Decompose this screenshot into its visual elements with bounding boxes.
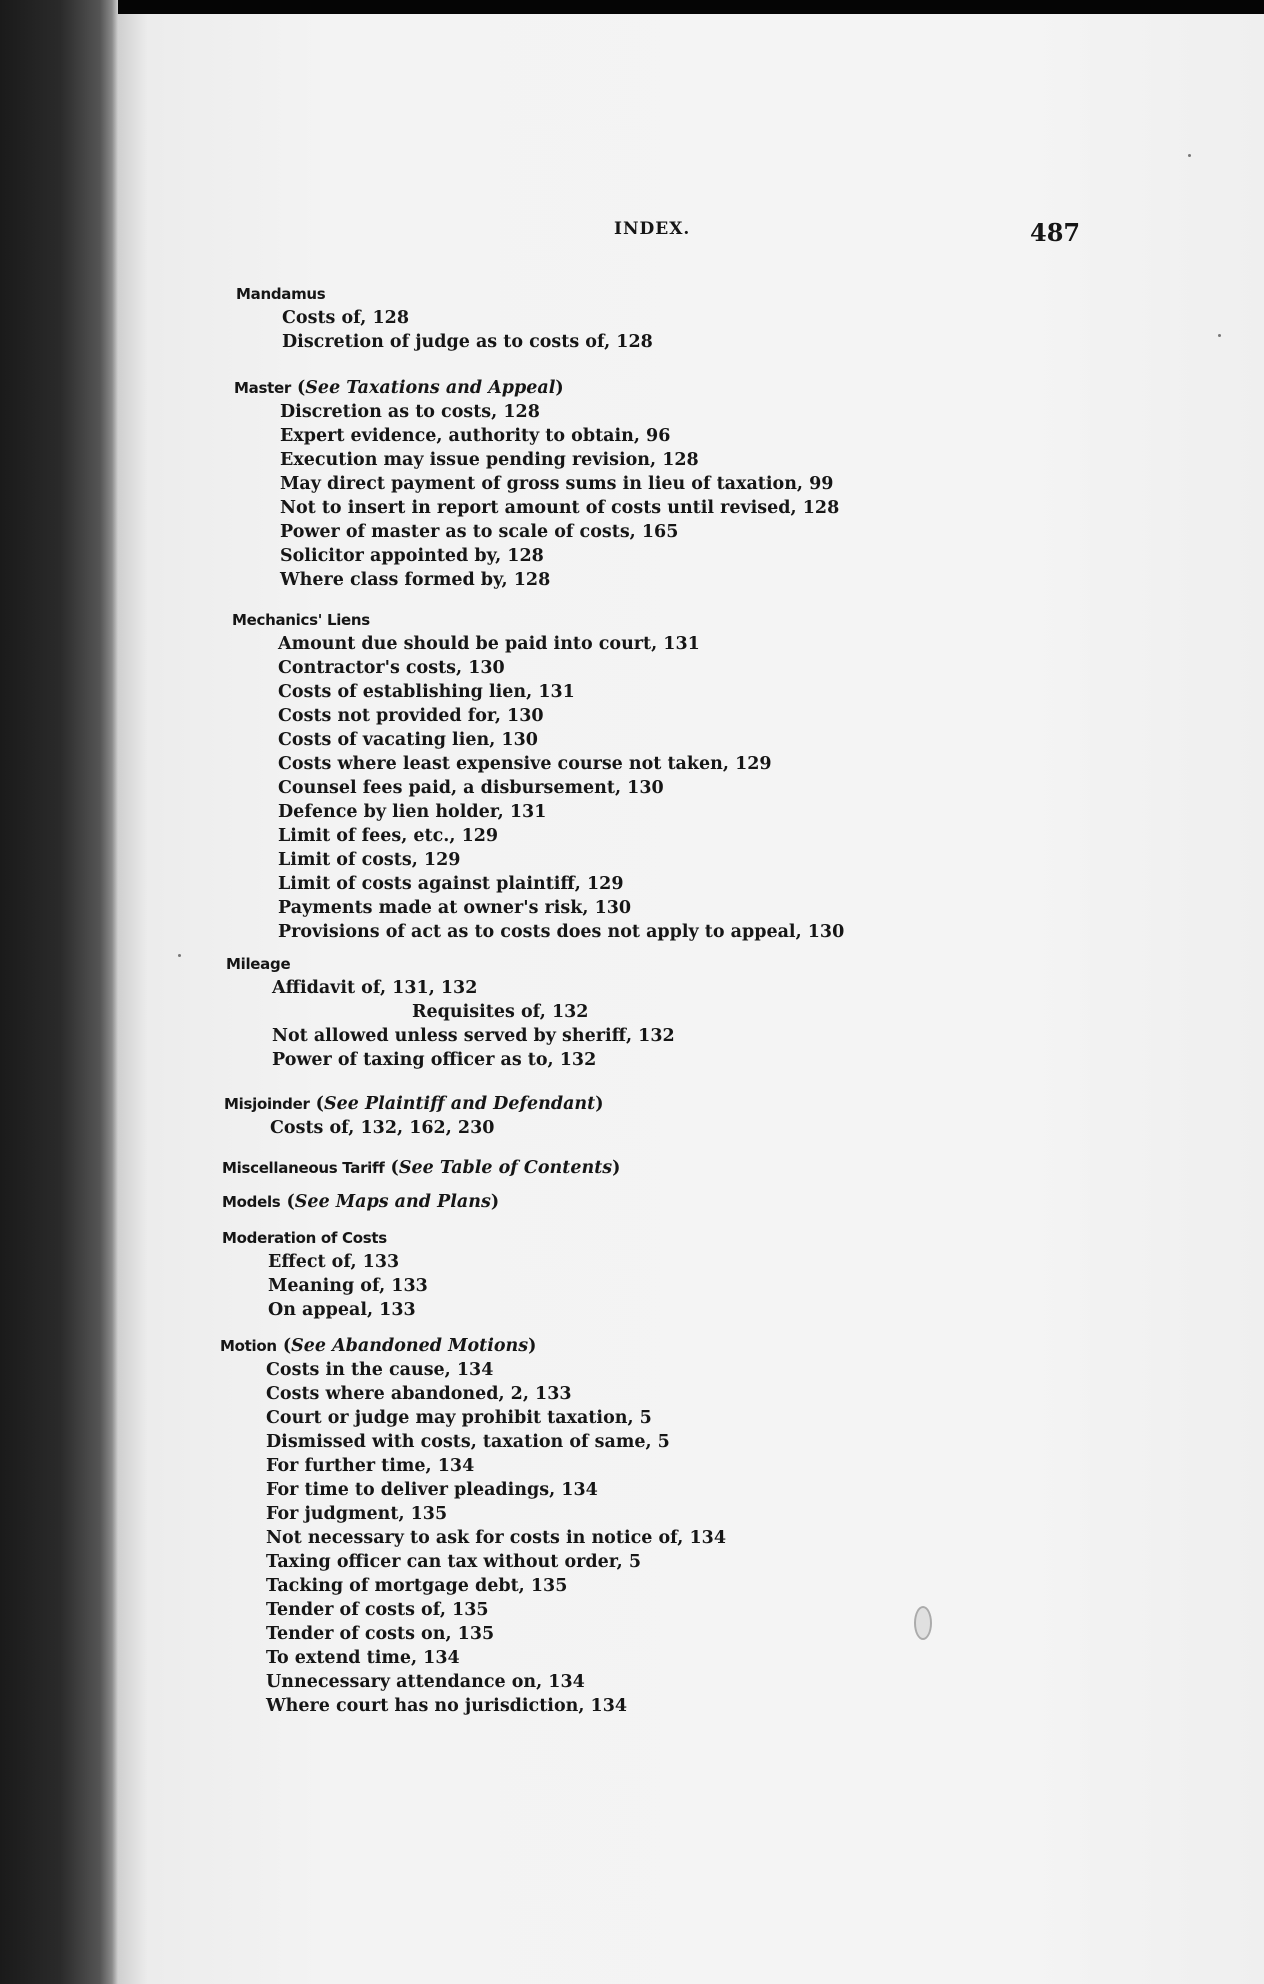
entry-sub: Costs in the cause, 134 xyxy=(266,1360,494,1380)
entry-sub: Costs where abandoned, 2, 133 xyxy=(266,1384,572,1404)
entry-sub: For judgment, 135 xyxy=(266,1504,448,1524)
entry-see-also: See Taxations and Appeal xyxy=(305,378,556,398)
index-entry: Misjoinder (See Plaintiff and Defendant) Costs of, 132, 162, 230 xyxy=(224,1094,604,1138)
entry-see-also: See Abandoned Motions xyxy=(291,1336,529,1356)
index-entry xyxy=(232,608,844,944)
book-page xyxy=(118,14,1264,1984)
paper-speck xyxy=(1218,334,1221,337)
entry-sub: Meaning of, 133 xyxy=(268,1276,428,1296)
entry-sub: Power of taxing officer as to, 132 xyxy=(272,1050,597,1070)
entry-sub: Discretion of judge as to costs of, 128 xyxy=(282,332,653,352)
entry-sub: Costs not provided for, 130 xyxy=(278,706,544,726)
entry-sub: Requisites of, 132 xyxy=(412,1002,589,1022)
entry-sub: Tender of costs of, 135 xyxy=(266,1600,489,1620)
entry-heading: Motion xyxy=(220,1337,277,1355)
entry-sub: Tacking of mortgage debt, 135 xyxy=(266,1576,568,1596)
running-head: INDEX. xyxy=(614,219,691,239)
index-entry: Miscellaneous Tariff (See Table of Contents) xyxy=(222,1158,621,1178)
entry-heading: Miscellaneous Tariff xyxy=(222,1159,385,1177)
entry-sub: Costs of, 132, 162, 230 xyxy=(270,1118,495,1138)
entry-sub: Defence by lien holder, 131 xyxy=(278,802,547,822)
index-entry xyxy=(236,282,653,354)
entry-sub: Amount due should be paid into court, 131 xyxy=(278,634,700,654)
entry-sub: Costs where least expensive course not taken, 129 xyxy=(278,754,772,774)
entry-sub: For further time, 134 xyxy=(266,1456,475,1476)
entry-sub: Provisions of act as to costs does not apply to appeal, 130 xyxy=(278,922,845,942)
entry-sub: Payments made at owner's risk, 130 xyxy=(278,898,632,918)
book-gutter-shadow xyxy=(0,0,118,1984)
entry-sub: Discretion as to costs, 128 xyxy=(280,402,540,422)
entry-sub: Limit of fees, etc., 129 xyxy=(278,826,499,846)
entry-sub: To extend time, 134 xyxy=(266,1648,460,1668)
entry-sub: On appeal, 133 xyxy=(268,1300,416,1320)
entry-sub: Counsel fees paid, a disbursement, 130 xyxy=(278,778,664,798)
entry-sub: Contractor's costs, 130 xyxy=(278,658,505,678)
entry-sub: Unnecessary attendance on, 134 xyxy=(266,1672,585,1692)
paper-speck xyxy=(178,954,181,957)
entry-heading: Mechanics' Liens xyxy=(232,611,370,629)
entry-sub: Power of master as to scale of costs, 165 xyxy=(280,522,679,542)
entry-sub: Limit of costs against plaintiff, 129 xyxy=(278,874,624,894)
index-entry: Models (See Maps and Plans) xyxy=(222,1192,500,1212)
entry-sub: Taxing officer can tax without order, 5 xyxy=(266,1552,642,1572)
index-entry: Master (See Taxations and Appeal) Discretion as to costs, 128 Expert evidence, authority to obtain, 96 Execution may issue pending revision, 128 May direct payment of gross sums in lieu of taxation, 99 Not to insert in report amount of costs until revised, 128 Power of master as to scale of costs, 165 Solicitor appointed by, 128 Where class formed by, 128 xyxy=(234,378,840,590)
entry-sub: Dismissed with costs, taxation of same, 5 xyxy=(266,1432,670,1452)
paper-speck xyxy=(1188,154,1191,157)
entry-see-also: See Plaintiff and Defendant xyxy=(323,1094,596,1114)
entry-sub: Execution may issue pending revision, 128 xyxy=(280,450,699,470)
entry-sub: For time to deliver pleadings, 134 xyxy=(266,1480,598,1500)
entry-see-also: See Table of Contents xyxy=(398,1158,613,1178)
entry-sub: Affidavit of, 131, 132 xyxy=(272,978,478,998)
entry-sub: Not allowed unless served by sheriff, 132 xyxy=(272,1026,675,1046)
paper-blemish xyxy=(914,1606,932,1640)
entry-sub: May direct payment of gross sums in lieu of taxation, 99 xyxy=(280,474,834,494)
entry-sub: Limit of costs, 129 xyxy=(278,850,461,870)
entry-heading: Mandamus xyxy=(236,285,326,303)
index-entry xyxy=(222,1226,428,1322)
entry-heading: Mileage xyxy=(226,955,291,973)
entry-sub: Expert evidence, authority to obtain, 96 xyxy=(280,426,671,446)
entry-sub: Not to insert in report amount of costs until revised, 128 xyxy=(280,498,840,518)
entry-sub: Costs of, 128 xyxy=(282,308,410,328)
entry-sub: Solicitor appointed by, 128 xyxy=(280,546,544,566)
entry-sub: Effect of, 133 xyxy=(268,1252,400,1272)
entry-heading: Master xyxy=(234,379,291,397)
entry-sub: Court or judge may prohibit taxation, 5 xyxy=(266,1408,652,1428)
entry-sub: Where class formed by, 128 xyxy=(280,570,551,590)
entry-sub: Where court has no jurisdiction, 134 xyxy=(266,1696,628,1716)
entry-heading: Models xyxy=(222,1193,281,1211)
page-number: 487 xyxy=(1030,218,1081,247)
entry-see-also: See Maps and Plans xyxy=(294,1192,491,1212)
entry-heading: Misjoinder xyxy=(224,1095,310,1113)
entry-heading: Moderation of Costs xyxy=(222,1229,387,1247)
index-entry xyxy=(226,952,675,1072)
entry-sub: Tender of costs on, 135 xyxy=(266,1624,495,1644)
entry-sub: Not necessary to ask for costs in notice of, 134 xyxy=(266,1528,726,1548)
entry-sub: Costs of establishing lien, 131 xyxy=(278,682,575,702)
entry-sub: Costs of vacating lien, 130 xyxy=(278,730,538,750)
index-entry: Motion (See Abandoned Motions) Costs in the cause, 134 Costs where abandoned, 2, 133 Court or judge may prohibit taxation, 5 Dismissed with costs, taxation of same, 5 For further time, 134 For time to deliver pleadings, 134 For judgment, 135 Not necessary to ask for costs in notice of, 134 Taxing officer can tax without order, 5 Tacking of mortgage debt, 135 Tender of costs of, 135 Tender of costs on, 135 To extend time, 134 Unnecessary attendance on, 134 Where court has no jurisdiction, 134 xyxy=(220,1336,726,1716)
